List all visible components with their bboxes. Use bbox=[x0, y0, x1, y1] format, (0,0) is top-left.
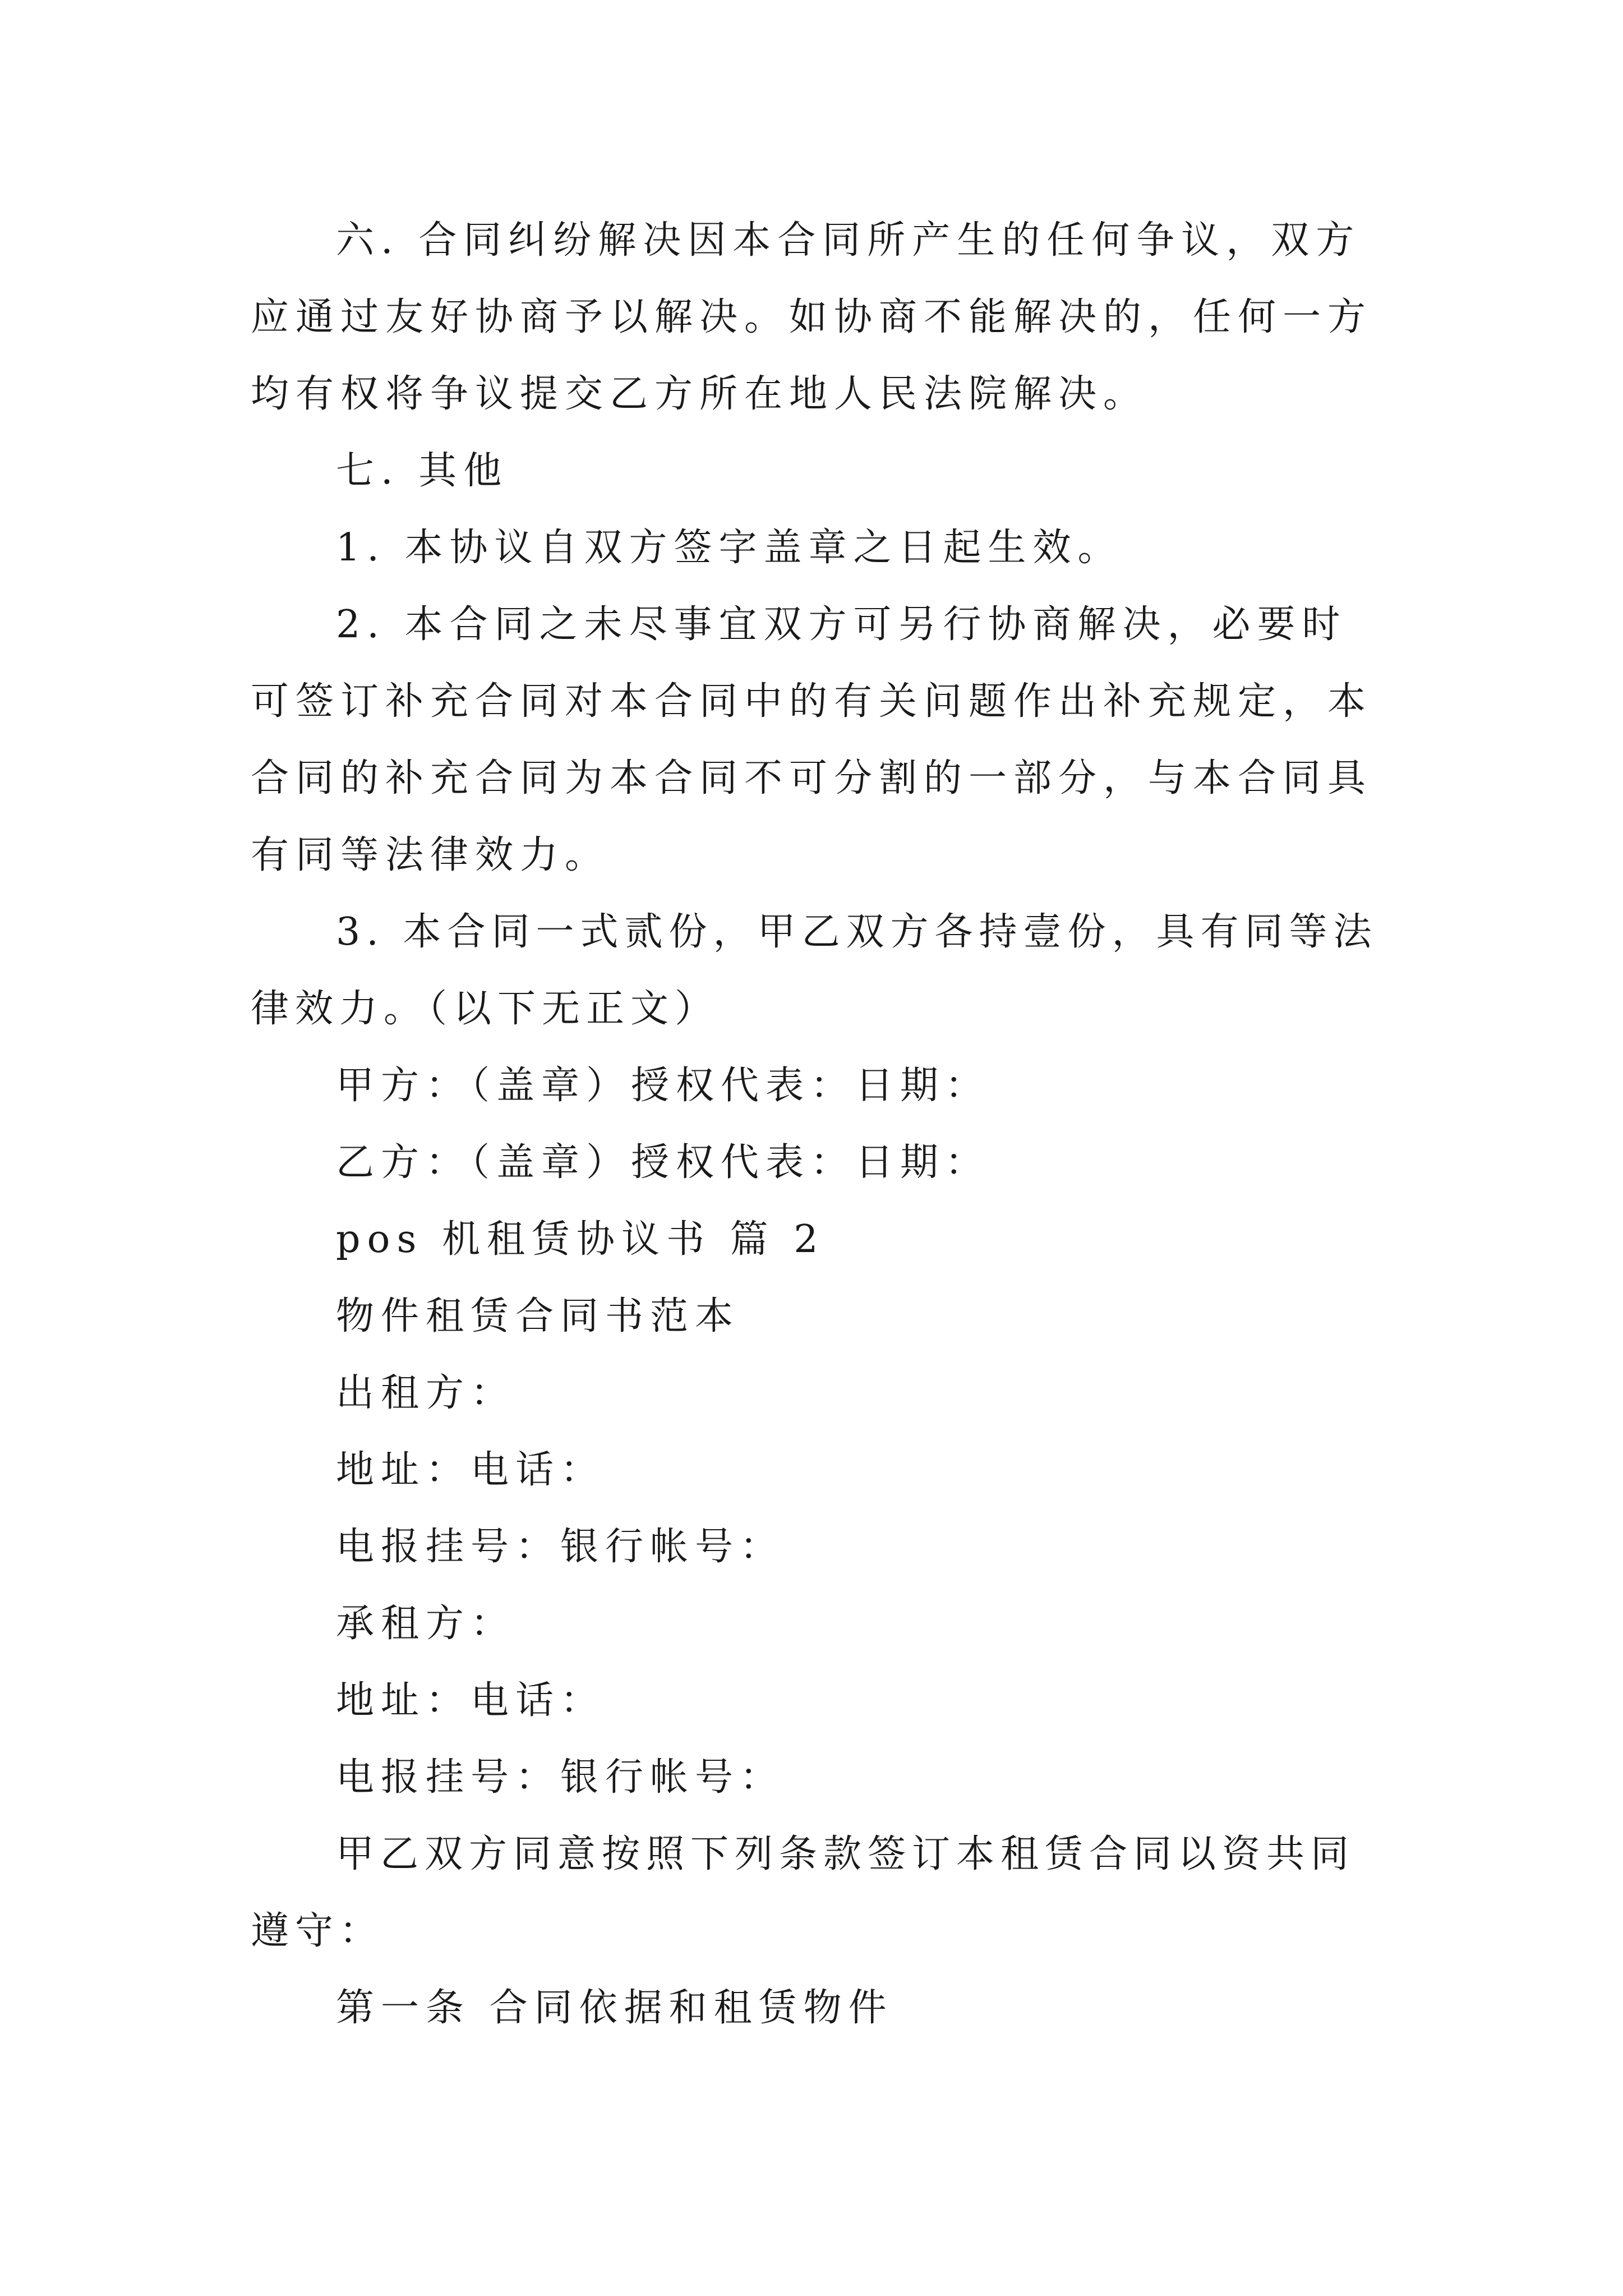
lessor-address-phone: 地址：电话： bbox=[336, 1448, 606, 1492]
paragraph-supplementary-contract: 2. 本合同之未尽事宜双方可另行协商解决，必要时可签订补充合同对本合同中的有关问题作出补充规定，本合同的补充合同为本合同不可分割的一部分，与本合同具有同等法律效力。 bbox=[251, 602, 1373, 877]
paragraph-party-a-signature: 甲方：（盖章）授权代表：日期： bbox=[336, 1064, 990, 1108]
paragraph-effective-date: 1. 本协议自双方签字盖章之日起生效。 bbox=[336, 526, 1123, 570]
section-title-pos-agreement: pos 机租赁协议书 篇 2 bbox=[336, 1217, 825, 1262]
lessee-telegraph-bank: 电报挂号：银行帐号： bbox=[336, 1755, 785, 1800]
document-subtitle: 物件租赁合同书范本 bbox=[336, 1294, 740, 1338]
lessor-label: 出租方： bbox=[336, 1371, 516, 1415]
paragraph-copies: 3. 本合同一式贰份，甲乙双方各持壹份，具有同等法律效力。（以下无正文） bbox=[251, 910, 1378, 1031]
paragraph-dispute-resolution: 六. 合同纠纷解决因本合同所产生的任何争议，双方应通过友好协商予以解决。如协商不能解决的，任何一方均有权将争议提交乙方所在地人民法院解决。 bbox=[251, 218, 1373, 416]
lessee-address-phone: 地址：电话： bbox=[336, 1678, 606, 1723]
paragraph-agreement-terms: 甲乙双方同意按照下列条款签订本租赁合同以资共同遵守： bbox=[251, 1832, 1355, 1953]
article-one-heading: 第一条 合同依据和租赁物件 bbox=[336, 1986, 893, 2030]
paragraph-other-heading: 七. 其他 bbox=[336, 449, 509, 493]
document-body bbox=[251, 202, 1384, 2046]
lessor-telegraph-bank: 电报挂号：银行帐号： bbox=[336, 1525, 785, 1569]
lessee-label: 承租方： bbox=[336, 1602, 516, 1646]
paragraph-party-b-signature: 乙方：（盖章）授权代表：日期： bbox=[336, 1140, 990, 1185]
